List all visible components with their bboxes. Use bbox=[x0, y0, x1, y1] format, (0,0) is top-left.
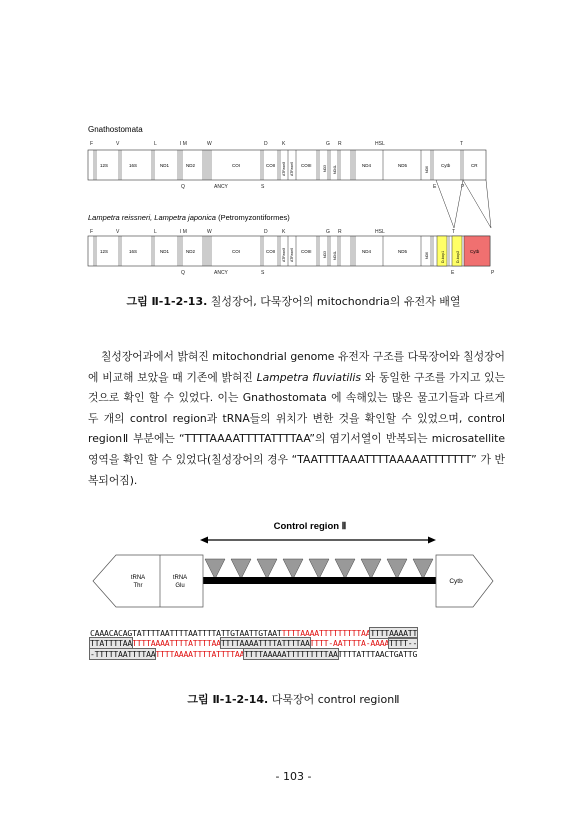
label-G-b: G bbox=[326, 229, 330, 235]
body-paragraph bbox=[88, 347, 505, 491]
trna-glu-line1: tRNA bbox=[172, 575, 188, 581]
gene-12S-bottom: 12S bbox=[100, 249, 109, 254]
repeat-motif: TTTT-AATTTTA-AAAA bbox=[309, 638, 390, 649]
gene-ND3-top: ND3 bbox=[323, 164, 327, 172]
trna-thr-line2: Thr bbox=[133, 583, 143, 589]
gene-COI-bottom: COI bbox=[232, 249, 241, 254]
label-S-top: S bbox=[261, 184, 265, 190]
gene-ND4L-top: ND4L bbox=[333, 165, 337, 174]
cytb-label: Cytb bbox=[449, 578, 463, 585]
figure-14-number: 그림 Ⅱ-1-2-14. bbox=[187, 693, 269, 706]
bottom-row-bottom-labels bbox=[181, 270, 495, 276]
gene-ATPase6-top: ATPase6 bbox=[290, 161, 294, 176]
control-region-figure bbox=[88, 515, 498, 625]
gene-ND2-top: ND2 bbox=[186, 163, 196, 168]
gene-ND5-bottom: ND5 bbox=[398, 249, 408, 254]
label-ANCY-b: ANCY bbox=[214, 270, 228, 276]
sequence-line bbox=[90, 649, 496, 659]
page-number: - 103 - bbox=[275, 770, 312, 783]
label-V-b: V bbox=[116, 229, 120, 235]
label-L: L bbox=[154, 141, 157, 147]
sequence-line bbox=[90, 638, 496, 648]
gene-ND6-top: ND6 bbox=[425, 165, 429, 173]
label-K-b: K bbox=[282, 229, 286, 235]
gene-COIII-bottom: COIII bbox=[301, 249, 312, 254]
paragraph-1 bbox=[88, 347, 505, 491]
trna-thr-line1: tRNA bbox=[130, 575, 146, 581]
repeat-triangles bbox=[205, 559, 433, 579]
figure-13-number: 그림 Ⅱ-1-2-13. bbox=[126, 295, 208, 308]
gene-COII-top: COII bbox=[266, 163, 276, 168]
gene-ND1-top: ND1 bbox=[160, 163, 170, 168]
gene-ATPase8-bottom: ATPase8 bbox=[282, 247, 286, 262]
figure-13-text: 칠성장어, 다묵장어의 mitochondria의 유전자 배열 bbox=[207, 295, 461, 308]
label-F: F bbox=[90, 141, 94, 147]
label-E-b: E bbox=[451, 270, 455, 276]
gene-Cytb-bottom: Cytb bbox=[470, 249, 480, 254]
gene-Dloop2-bottom: D-loop2 bbox=[456, 250, 460, 263]
gene-16S-bottom: 16S bbox=[129, 249, 138, 254]
species-name: Lampetra fluviatilis bbox=[256, 370, 362, 384]
figure-14-caption bbox=[0, 691, 587, 707]
gene-ND2-bottom: ND2 bbox=[186, 249, 196, 254]
label-G: G bbox=[326, 141, 330, 147]
label-D-b: D bbox=[264, 229, 268, 235]
label-T: T bbox=[460, 141, 464, 147]
label-K: K bbox=[282, 141, 286, 147]
trna-thr-glu-arrow bbox=[93, 555, 203, 607]
repeat-motif: TTTTAAAATTTTATTTTAA bbox=[155, 648, 245, 659]
gene-CR-top: CR bbox=[471, 163, 478, 168]
label-ANCY-top: ANCY bbox=[214, 184, 228, 190]
gene-ND5-top: ND5 bbox=[398, 163, 408, 168]
repeat-motif: TTTTAAAATTTTTTTTTAA bbox=[281, 628, 371, 638]
sequence-line bbox=[90, 628, 496, 638]
gene-Cytb-top: Cytb bbox=[441, 163, 451, 168]
top-row-top-labels bbox=[90, 141, 463, 147]
label-W: W bbox=[207, 141, 212, 147]
label-P-b: P bbox=[491, 270, 495, 276]
label-E-top: E bbox=[433, 184, 437, 190]
boxed-segment: TTTTAAAAATTTTTTTTTAA bbox=[244, 648, 338, 659]
repeat-motif: TTTTAAAATTTTATTTTAA bbox=[132, 638, 221, 649]
gene-Dloop1-bottom: D-loop1 bbox=[441, 250, 445, 263]
cytb-arrow bbox=[436, 555, 493, 607]
gene-ATPase6-bottom: ATPase6 bbox=[290, 247, 294, 262]
bottom-row-top-labels bbox=[90, 229, 455, 235]
label-P-top: P bbox=[461, 184, 465, 190]
gene-COII-bottom: COII bbox=[266, 249, 276, 254]
label-D: D bbox=[264, 141, 268, 147]
lampetra-gene-bar bbox=[88, 236, 490, 266]
paragraph-text-a: 칠성장어과에서 밝혀진 mitochondrial genome 유전자 구조를 다묵장어와 칠성장어에 비교해 보았을 때 기존에 밝혀진 bbox=[88, 350, 505, 384]
figure-14-text: 다묵장어 control regionⅡ bbox=[268, 693, 400, 706]
figure-13-caption bbox=[0, 293, 587, 309]
gene-ND3-bottom: ND3 bbox=[323, 250, 327, 258]
gene-ND4-bottom: ND4 bbox=[362, 249, 372, 254]
gene-ND4-top: ND4 bbox=[362, 163, 372, 168]
boxed-segment: -TTTTTAATTTTAA bbox=[90, 648, 156, 659]
label-IM: I M bbox=[180, 141, 187, 147]
top-row-bottom-labels bbox=[181, 184, 465, 190]
label-T-b: T bbox=[452, 229, 456, 235]
gene-16S-top: 16S bbox=[129, 163, 138, 168]
paragraph-text-b: 와 동일한 구조를 가지고 있는 것으로 확인 할 수 있었다. 이는 Gnathostomata 에 속해있는 많은 물고기들과 다르게 두 개의 control region과 tRNA들의 위치가 변한 것을 확인할 수 있었으며, control regionⅡ 부분에는 “TTTTAAAATTTTATTTTAA”의 염기서열이 반복되는 microsatellite영역을 확인 할 수 있었다(칠성장어의 경우 “TAATTTTAAATTTTAAAAATTTTTTT” 가 반복되어짐). bbox=[88, 370, 506, 487]
gnathostomata-title: Gnathostomata bbox=[88, 125, 143, 134]
label-Q-top: Q bbox=[181, 184, 185, 190]
gene-ND6-bottom: ND6 bbox=[425, 251, 429, 259]
sequence-segment: CAAACACAGTATTTTAATTTTAATTTTATTGTAATTGTAAT bbox=[90, 628, 282, 638]
control-region-title: Control region Ⅱ bbox=[273, 521, 347, 532]
boxed-segment: TTTTAAAATTTTATTTTAA bbox=[220, 638, 310, 649]
gene-COI-top: COI bbox=[232, 163, 241, 168]
gene-ND1-bottom: ND1 bbox=[160, 249, 170, 254]
label-V: V bbox=[116, 141, 120, 147]
boxed-segment: TTTT-- bbox=[389, 638, 418, 649]
gene-ATPase8-top: ATPase8 bbox=[282, 161, 286, 176]
gnathostomata-gene-bar bbox=[88, 150, 486, 180]
gene-COIII-top: COIII bbox=[301, 163, 312, 168]
boxed-segment: TTTTAAAATT bbox=[370, 628, 418, 638]
trna-glu-line2: Glu bbox=[175, 583, 185, 589]
label-S-b: S bbox=[261, 270, 265, 276]
label-F-b: F bbox=[90, 229, 94, 235]
gene-12S-top: 12S bbox=[100, 163, 109, 168]
label-IM-b: I M bbox=[180, 229, 187, 235]
span-arrow bbox=[200, 537, 436, 544]
label-W-b: W bbox=[207, 229, 212, 235]
label-HSL: HSL bbox=[375, 141, 385, 147]
gene-ND4L-bottom: ND4L bbox=[333, 251, 337, 260]
lampetra-title: Lampetra reissneri, Lampetra japonica (Petromyzontiformes) bbox=[88, 213, 290, 222]
label-R-b: R bbox=[338, 229, 342, 235]
label-L-b: L bbox=[154, 229, 157, 235]
label-R: R bbox=[338, 141, 342, 147]
dna-sequence bbox=[90, 628, 496, 659]
control-region-bar bbox=[200, 577, 436, 584]
label-Q-b: Q bbox=[181, 270, 185, 276]
boxed-segment: TTATTTTAA bbox=[90, 638, 133, 649]
sequence-segment: TTTTATTTAACTGATTG bbox=[337, 648, 418, 659]
gene-arrangement-figure bbox=[86, 120, 506, 280]
label-HSL-b: HSL bbox=[375, 229, 385, 235]
